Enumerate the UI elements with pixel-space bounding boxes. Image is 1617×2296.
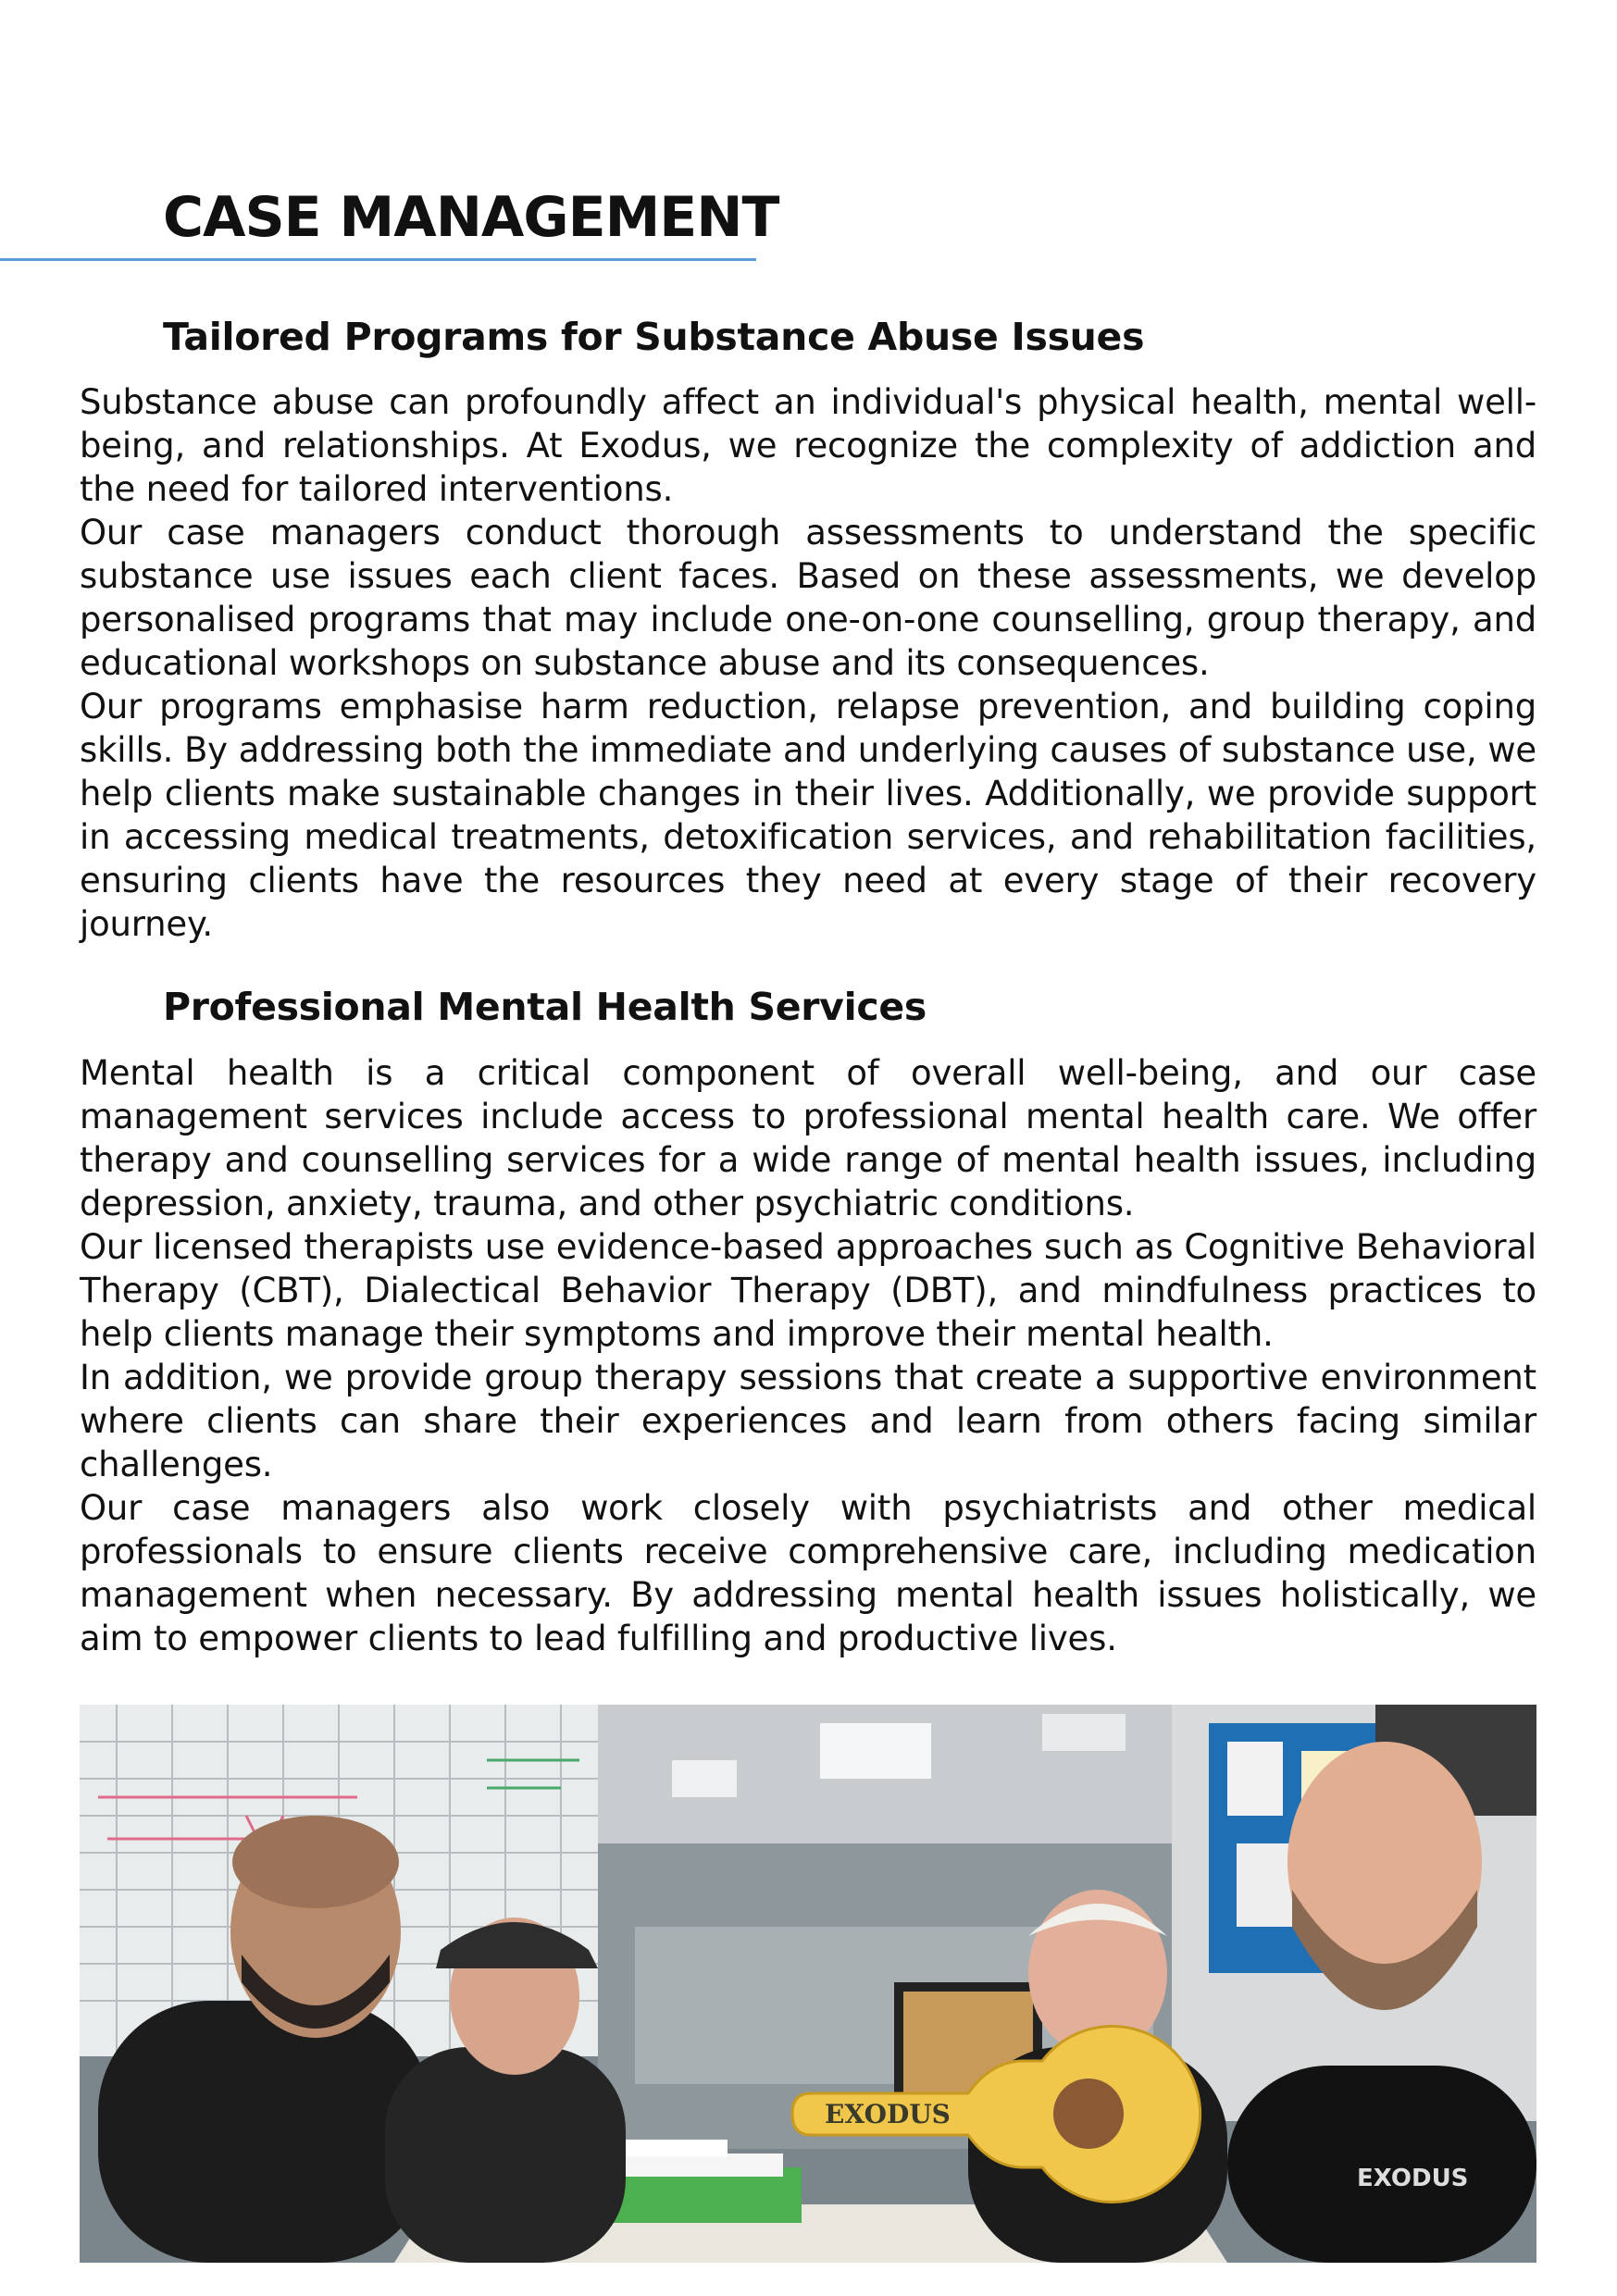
section-heading-substance-abuse: Tailored Programs for Substance Abuse Issues (163, 315, 1145, 359)
section-body-mental-health (80, 1051, 1536, 1660)
title-underline (0, 258, 756, 261)
paragraph: Substance abuse can profoundly affect an individual's physical health, mental well-being, and relationships. At Exodus, we recognize the complexity of addiction and the need for tailored interventions. (80, 382, 1536, 509)
paragraph: Our case managers also work closely with psychiatrists and other medical professionals to ensure clients receive comprehensive care, including medication management when necessary. By addressing mental health issues holistically, we aim to empower clients to lead fulfilling and productive lives. (80, 1488, 1536, 1658)
paragraph: Our licensed therapists use evidence-based approaches such as Cognitive Behavioral Therapy (CBT), Dialectical Behavior Therapy (DBT), and mindfulness practices to help clients manage their symptoms and improve their mental health. (80, 1227, 1536, 1354)
section-body-substance-abuse (80, 380, 1536, 946)
page-title: CASE MANAGEMENT (163, 185, 779, 250)
paragraph: Our programs emphasise harm reduction, relapse prevention, and building coping skills. By addressing both the immediate and underlying causes of substance use, we help clients make sustainable changes in their lives. Additionally, we provide support in accessing medical treatments, detoxification services, and rehabilitation facilities, ensuring clients have the resources they need at every stage of their recovery journey. (80, 687, 1536, 944)
shirt-logo-text: EXODUS (1357, 2165, 1469, 2192)
key-logo-text: EXODUS (825, 2099, 951, 2129)
team-photo (80, 1705, 1536, 2263)
paragraph: In addition, we provide group therapy sessions that create a supportive environment where clients can share their experiences and learn from others facing similar challenges. (80, 1358, 1536, 1484)
team-photo-illustration (80, 1705, 1536, 2263)
section-heading-mental-health: Professional Mental Health Services (163, 985, 927, 1029)
paragraph: Our case managers conduct thorough assessments to understand the specific substance use issues each client faces. Based on these assessments, we develop personalised programs that may include one-on-one counselling, group therapy, and educational workshops on substance abuse and its consequences. (80, 513, 1536, 683)
paragraph: Mental health is a critical component of overall well-being, and our case management services include access to professional mental health care. We offer therapy and counselling services for a wide range of mental health issues, including depression, anxiety, trauma, and other psychiatric conditions. (80, 1053, 1536, 1223)
